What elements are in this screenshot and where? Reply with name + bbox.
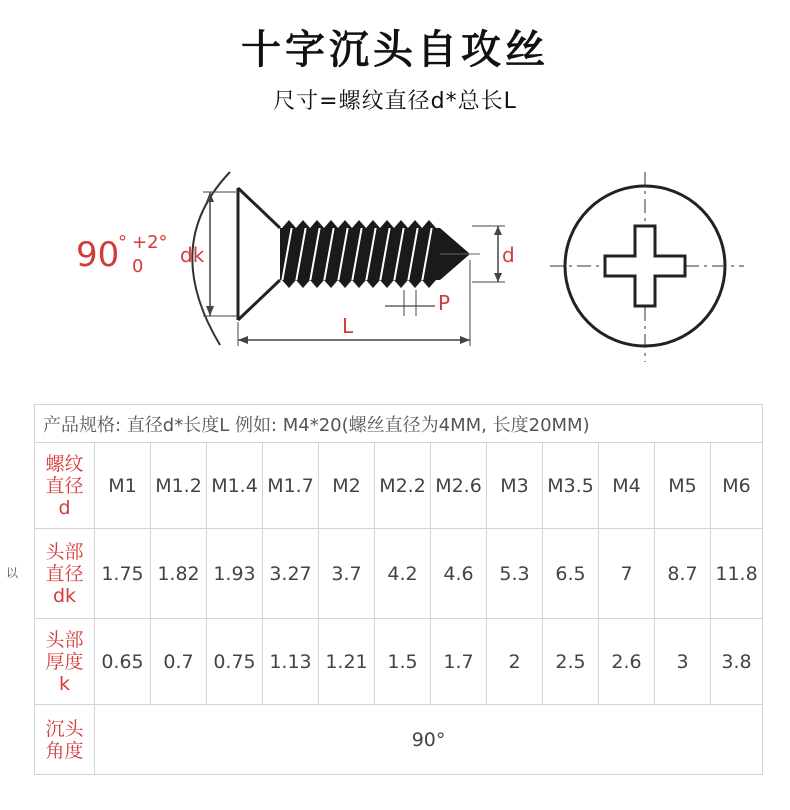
table-cell-span: 90° bbox=[95, 705, 763, 775]
table-cell: 8.7 bbox=[655, 529, 711, 619]
row-header-line: 头部 bbox=[45, 540, 84, 563]
table-cell: 6.5 bbox=[543, 529, 599, 619]
p-label: P bbox=[438, 291, 451, 315]
table-cell: 3 bbox=[655, 619, 711, 705]
table-cell: M6 bbox=[711, 443, 763, 529]
table-cell: 5.3 bbox=[487, 529, 543, 619]
table-cell: 2.6 bbox=[599, 619, 655, 705]
l-label: L bbox=[342, 314, 354, 338]
row-header-line: d bbox=[58, 496, 71, 519]
table-cell: 4.2 bbox=[375, 529, 431, 619]
angle-tolerance-minus: 0 bbox=[132, 256, 144, 277]
table-cell: M1 bbox=[95, 443, 151, 529]
table-cell: M1.7 bbox=[263, 443, 319, 529]
stray-mark: 以 bbox=[6, 566, 19, 580]
table-cell: 2.5 bbox=[543, 619, 599, 705]
angle-tolerance-plus: +2° bbox=[132, 232, 168, 253]
row-header-line: dk bbox=[52, 584, 77, 607]
table-cell: 0.75 bbox=[207, 619, 263, 705]
table-cell: 2 bbox=[487, 619, 543, 705]
table-cell: M1.2 bbox=[151, 443, 207, 529]
row-header-line: 直径 bbox=[45, 562, 84, 585]
spec-table bbox=[34, 404, 763, 775]
row-header-line: 沉头 bbox=[45, 717, 84, 740]
table-cell: M4 bbox=[599, 443, 655, 529]
table-cell: M3.5 bbox=[543, 443, 599, 529]
row-header-line: 厚度 bbox=[45, 650, 84, 673]
row-header-line: 螺纹 bbox=[45, 452, 84, 475]
table-cell: M1.4 bbox=[207, 443, 263, 529]
screw-drawing bbox=[60, 150, 780, 365]
spec-note: 产品规格: 直径d*长度L 例如: M4*20(螺丝直径为4MM, 长度20MM) bbox=[35, 405, 763, 443]
phillips-head-top-view bbox=[550, 172, 744, 362]
table-cell: 1.7 bbox=[431, 619, 487, 705]
table-cell: M2 bbox=[319, 443, 375, 529]
table-cell: M2.6 bbox=[431, 443, 487, 529]
head-thickness-row bbox=[35, 619, 763, 705]
angle-label: 90 bbox=[76, 235, 120, 275]
row-header-line: k bbox=[58, 672, 70, 695]
table-cell: 1.75 bbox=[95, 529, 151, 619]
table-cell: 3.7 bbox=[319, 529, 375, 619]
table-cell: 1.13 bbox=[263, 619, 319, 705]
table-cell: 3.27 bbox=[263, 529, 319, 619]
row-header-line: 直径 bbox=[45, 474, 84, 497]
row-header-line: 头部 bbox=[45, 628, 84, 651]
head-diameter-row bbox=[35, 529, 763, 619]
row-header bbox=[35, 443, 95, 529]
table-cell: 11.8 bbox=[711, 529, 763, 619]
d-label: d bbox=[502, 243, 515, 267]
thread-diameter-row bbox=[35, 443, 763, 529]
table-cell: 1.82 bbox=[151, 529, 207, 619]
row-header-line: 角度 bbox=[45, 739, 84, 762]
table-cell: M2.2 bbox=[375, 443, 431, 529]
page-title: 十字沉头自攻丝 bbox=[241, 27, 549, 73]
countersink-angle-row bbox=[35, 705, 763, 775]
table-cell: 7 bbox=[599, 529, 655, 619]
table-cell: 1.93 bbox=[207, 529, 263, 619]
row-header bbox=[35, 619, 95, 705]
table-cell: 4.6 bbox=[431, 529, 487, 619]
table-cell: 0.65 bbox=[95, 619, 151, 705]
table-cell: 1.5 bbox=[375, 619, 431, 705]
page-subtitle: 尺寸=螺纹直径d*总长L bbox=[273, 89, 517, 114]
table-cell: 1.21 bbox=[319, 619, 375, 705]
row-header bbox=[35, 705, 95, 775]
table-cell: 0.7 bbox=[151, 619, 207, 705]
row-header bbox=[35, 529, 95, 619]
table-cell: M3 bbox=[487, 443, 543, 529]
dk-label: dk bbox=[180, 243, 205, 267]
table-cell: 3.8 bbox=[711, 619, 763, 705]
angle-degree: ° bbox=[118, 232, 127, 253]
table-cell: M5 bbox=[655, 443, 711, 529]
